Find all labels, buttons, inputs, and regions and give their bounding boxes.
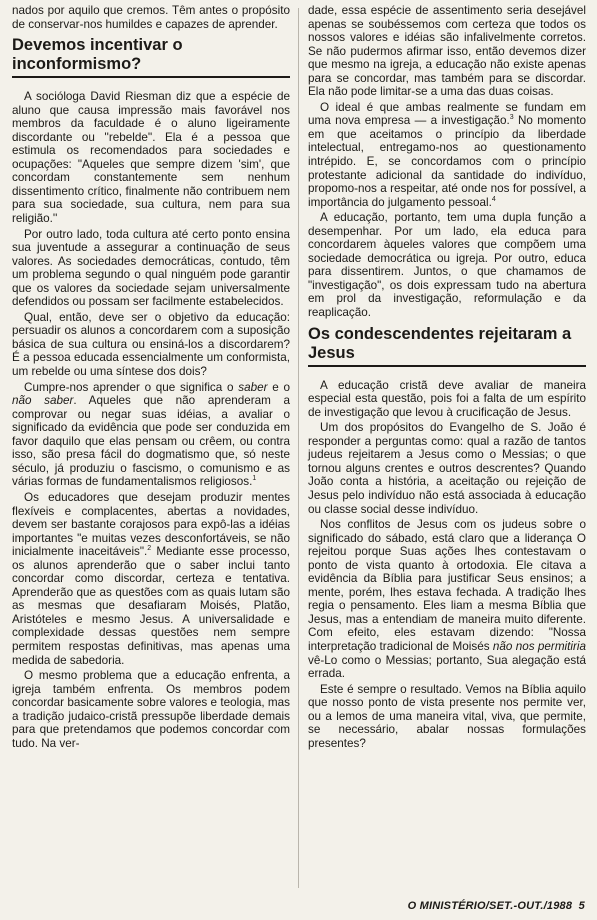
text-run: . Aqueles que não aprenderam a comprovar ou negar suas idéias, a avaliar o significado da evidência que pode ser conduzida em favor daquilo que elas pensam ou crêem, ou contra isso, são presa fácil do dogmatismo que, só neste século, já produziu o fascismo, o comunismo e as várias formas de fundamentalismos religiosos. — [12, 394, 291, 489]
italic-term: não saber — [12, 394, 74, 408]
page-number: 5 — [578, 900, 585, 912]
italic-phrase: não nos permitiria — [492, 639, 586, 653]
page-footer — [408, 900, 585, 912]
paragraph — [308, 101, 586, 209]
section-heading: Os condescendentes rejeitaram a Jesus — [308, 325, 586, 367]
column-divider — [298, 8, 299, 888]
paragraph: A educação, portanto, tem uma dupla função a desempenhar. Por um lado, ela educa para concordarem àqueles valores que compõem uma sociedade democrática ou igreja. Por outro, educa para dissentirem. Juntos, o que chamamos de "investigação", os dois expressam tudo na abertura em prol da investigação, reformulação e da reaplicação. — [308, 211, 586, 320]
paragraph: dade, essa espécie de assentimento seria desejável apenas se soubéssemos com certeza que todos os nossos valores e idéias são infalivelmente corretos. Se não pudermos afirmar isso, então devemos dizer que mesmo na igreja, a educação não existe apenas para se concordar, mas também para se discordar. Ela não pode limitar-se a uma das duas coisas. — [308, 4, 586, 99]
paragraph: A educação cristã deve avaliar de maneira especial esta questão, pois foi a falta de um espírito de investigação que levou à crucificação de Jesus. — [308, 378, 586, 419]
paragraph: Por outro lado, toda cultura até certo ponto ensina sua juventude a assegurar a continuação de seus valores. As sociedades democráticas, contudo, têm um problema segundo o qual ninguém pode garantir que os valores da sociedade sejam universalmente defendidos ou possam ser facilmente estabelecidos. — [12, 227, 290, 309]
footnote-marker: 2 — [147, 545, 152, 553]
paragraph — [12, 381, 290, 489]
paragraph: nados por aquilo que cremos. Têm antes o propósito de conservar-nos humildes e capazes de aprender. — [12, 4, 290, 31]
right-column — [308, 4, 586, 752]
paragraph: Este é sempre o resultado. Vemos na Bíblia aquilo que nosso ponto de vista presente nos permite ver, ou a lemos de uma maneira vital, viva, que permite, se necessário, abalar nossas formulações presentes? — [308, 682, 586, 750]
paragraph: A socióloga David Riesman diz que a espécie de aluno que causa impressão mais favorável nos membros da faculdade é o aluno ligeiramente discordante ou ''rebelde''. Ela é a pessoa que estimula os recomendados para sociedades e ocupações: "Aqueles que sempre dizem 'sim', que concordam constantemente sem nenhum dissentimento crítico, finalmente não contribuem nem para sua sociedade, sua cultura, nem para sua religião.'' — [12, 90, 290, 226]
text-run: Cumpre-nos aprender o que significa o — [24, 380, 239, 394]
left-column — [12, 4, 290, 752]
italic-term: saber — [238, 380, 268, 394]
text-run: e o — [267, 380, 290, 394]
paragraph — [308, 518, 586, 681]
section-heading: Devemos incentivar o inconformismo? — [12, 36, 290, 78]
footnote-marker: 4 — [491, 195, 496, 203]
text-run: Mediante esse processo, os alunos aprenderão que o saber inclui tanto concordar como discordar, certeza e tentativa. Aprenderão que as questões com as quais lutam são as mesmas que desafiaram Moisés, Platão, Aristóteles e mesmo Jesus. A universalidade e complexidade dessas questões nem sempre permitem respostas definitivas, mas apenas uma medida de sabedoria. — [12, 545, 290, 667]
paragraph: Um dos propósitos do Evangelho de S. João é responder a perguntas como: qual a razão de tantos judeus rejeitarem a Jesus como o Messias; o que tornou alguns crentes e outros descrentes? Quando João conta a história, a aceitação ou rejeição de Jesus pelo indivíduo não está associada à educação ou classe social desse indivíduo. — [308, 421, 586, 516]
magazine-issue: O MINISTÉRIO/SET.-OUT./1988 — [407, 900, 573, 912]
paragraph: Qual, então, deve ser o objetivo da educação: persuadir os alunos a concordarem com a suposição básica de sua cultura ou ensiná-los a discordarem? É a pessoa educada essencialmente um conformista, um rebelde ou uma síntese dos dois? — [12, 310, 290, 379]
footnote-marker: 1 — [252, 475, 257, 483]
text-run: No momento em que aceitamos o princípio da liberdade intelectual, entregamo-nos ao questionamento intrépido. E, se concordamos com o princípio protestante adicional da santidade do indivíduo, propomo-nos a respeitar, até onde nos for possível, a importância do julgamento pessoal. — [308, 114, 586, 209]
text-run: Os educadores que desejam produzir mentes flexíveis e complacentes, abertas a novidades, devem ser bastante corajosos para expô-las a idéias importantes "e muitas vezes desconfortáveis, se não inicialmente inaceitáveis". — [12, 490, 290, 559]
footnote-marker: 3 — [509, 114, 514, 122]
text-run: Nos conflitos de Jesus com os judeus sobre o significado do sábado, está claro que a liderança O rejeitou porque Suas ações lhes contestavam o ponto de vista quanto à ortodoxia. Ele citava a evidência da Bíblia para justificar Seus ensinos; a mente, porém, lhes estava fechada. A tradição lhes regia o pensamento. Eles liam a mesma Bíblia que Jesus, mas a entendiam de maneira muito diferente. Com efeito, eles estavam dizendo: "Nossa interpretação tradicional de Moisés — [308, 518, 586, 653]
paragraph: O mesmo problema que a educação enfrenta, a igreja também enfrenta. Os membros podem concordar basicamente sobre valores e teologia, mas a tradição judaico-cristã pressupõe liberdade demais para que pretendamos que podemos concordar com tudo. Na ver- — [12, 669, 290, 750]
paragraph — [12, 491, 290, 667]
text-run: vê-Lo como o Messias; portanto, Sua alegação está errada. — [308, 653, 586, 681]
text-run: O ideal é que ambas realmente se fundam em uma nova empresa — a investigação. — [308, 100, 586, 128]
